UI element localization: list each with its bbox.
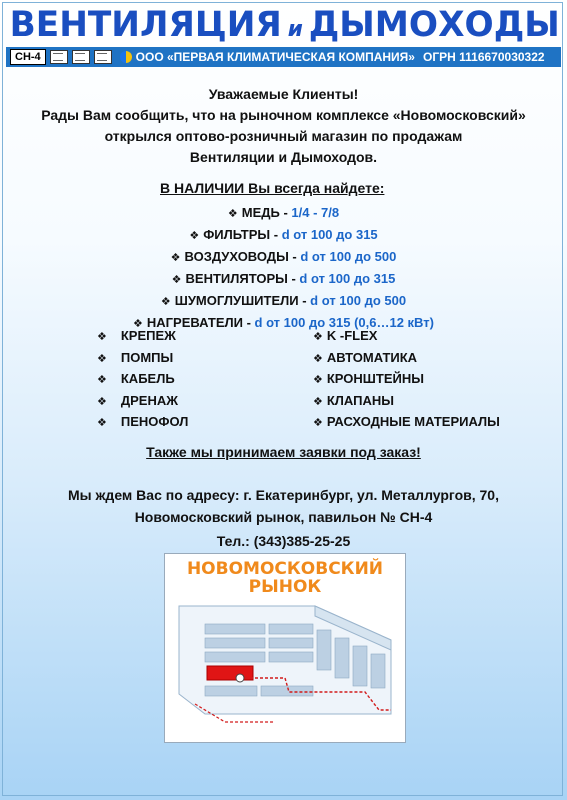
diamond-bullet-icon: ❖ <box>189 229 200 242</box>
diamond-bullet-icon: ❖ <box>227 207 238 220</box>
product-name: ФИЛЬТРЫ <box>203 227 271 242</box>
item-label: ДРЕНАЖ <box>120 392 179 408</box>
diamond-bullet-icon: ❖ <box>313 330 323 343</box>
product-name: МЕДЬ <box>241 205 280 220</box>
diamond-bullet-icon: ❖ <box>313 351 323 365</box>
diamond-bullet-icon: ❖ <box>313 416 323 429</box>
diamond-bullet-icon: ❖ <box>313 373 323 386</box>
accessories-list-left <box>97 326 188 434</box>
diamond-bullet-icon: ❖ <box>97 416 107 429</box>
product-value: d от 100 до 315 (0,6…12 кВт) <box>254 315 434 330</box>
diamond-bullet-icon: ❖ <box>97 351 107 365</box>
duct-icon <box>94 50 112 64</box>
item-label: АВТОМАТИКА <box>326 349 418 365</box>
item-label: ПОМПЫ <box>120 349 174 365</box>
product-value: d от 100 до 500 <box>300 249 397 264</box>
map-title-line: НОВОМОСКОВСКИЙ <box>186 559 384 579</box>
product-value: d от 100 до 315 <box>299 271 396 286</box>
intro-text <box>0 84 567 168</box>
address-line: Мы ждем Вас по адресу: г. Екатеринбург, ул. Металлургов, 70, <box>68 487 499 503</box>
item-label: ПЕНОФОЛ <box>120 414 189 429</box>
list-item <box>97 348 188 370</box>
item-label: КРЕПЕЖ <box>120 328 176 343</box>
product-separator: - <box>270 227 282 242</box>
accessories-list-right <box>313 326 500 434</box>
list-item <box>97 326 188 348</box>
intro-line: открылся оптово-розничный магазин по продажам <box>104 128 463 144</box>
product-row <box>0 224 567 246</box>
diamond-bullet-icon: ❖ <box>160 295 171 308</box>
company-ogrn: ОГРН 1116670030322 <box>422 50 545 64</box>
product-separator: - <box>287 271 300 286</box>
title-part1: ВЕНТИЛЯЦИЯ <box>9 5 282 45</box>
list-item <box>97 391 188 413</box>
title-main <box>10 4 560 51</box>
product-separator: - <box>288 249 301 264</box>
availability-heading: В НАЛИЧИИ Вы всегда найдете: <box>160 180 385 196</box>
product-row <box>0 202 567 224</box>
diamond-bullet-icon: ❖ <box>171 273 182 286</box>
diamond-bullet-icon: ❖ <box>97 373 107 386</box>
company-name: ООО «ПЕРВАЯ КЛИМАТИЧЕСКАЯ КОМПАНИЯ» <box>135 50 415 64</box>
product-icon <box>72 50 90 64</box>
item-label: РАСХОДНЫЕ МАТЕРИАЛЫ <box>326 414 500 429</box>
order-notice: Также мы принимаем заявки под заказ! <box>146 444 421 460</box>
map-title-line: РЫНОК <box>248 577 322 597</box>
phone-number: Тел.: (343)385-25-25 <box>216 533 351 549</box>
product-separator: - <box>279 205 292 220</box>
address-block <box>0 484 567 528</box>
product-name: НАГРЕВАТЕЛИ <box>146 315 243 330</box>
item-label: КЛАПАНЫ <box>326 392 394 408</box>
list-item <box>313 391 500 413</box>
item-label: КАБЕЛЬ <box>120 371 175 386</box>
diamond-bullet-icon: ❖ <box>97 330 107 343</box>
list-item <box>313 412 500 434</box>
product-value: d от 100 до 315 <box>281 227 378 242</box>
list-item <box>97 369 188 391</box>
intro-line: Вентиляции и Дымоходов. <box>189 149 378 165</box>
item-label: КРОНШТЕЙНЫ <box>326 371 424 386</box>
list-item <box>313 326 500 348</box>
location-pin-icon <box>236 674 244 682</box>
list-item <box>313 348 500 370</box>
diamond-bullet-icon: ❖ <box>313 394 323 408</box>
market-plan-drawing <box>165 554 405 742</box>
product-name: ВЕНТИЛЯТОРЫ <box>185 271 288 286</box>
company-logo-icon <box>120 51 132 63</box>
title-part2: ДЫМОХОДЫ <box>308 5 560 45</box>
intro-greeting: Уважаемые Клиенты! <box>208 86 359 102</box>
product-list <box>0 202 567 334</box>
page-title <box>4 4 562 46</box>
address-line: Новомосковский рынок, павильон № СН-4 <box>134 509 433 525</box>
product-value: 1/4 - 7/8 <box>291 205 340 220</box>
product-separator: - <box>242 315 255 330</box>
diamond-bullet-icon: ❖ <box>133 317 143 330</box>
list-item <box>313 369 500 391</box>
diamond-bullet-icon: ❖ <box>97 394 107 408</box>
product-row <box>0 246 567 268</box>
product-row <box>0 268 567 290</box>
intro-line: Рады Вам сообщить, что на рыночном комплексе «Новомосковский» <box>41 107 526 123</box>
product-name: ВОЗДУХОВОДЫ <box>184 249 289 264</box>
title-and: и <box>287 17 303 42</box>
product-value: d от 100 до 500 <box>310 293 407 308</box>
market-map <box>164 553 406 743</box>
product-separator: - <box>298 293 311 308</box>
product-name: ШУМОГЛУШИТЕЛИ <box>174 293 299 308</box>
diamond-bullet-icon: ❖ <box>170 251 181 264</box>
item-label: K -FLEX <box>326 328 378 343</box>
product-row <box>0 290 567 312</box>
catalog-icon <box>50 50 68 64</box>
company-info-strip <box>6 47 561 67</box>
pavilion-code: СН-4 <box>10 49 46 65</box>
list-item <box>97 412 188 434</box>
